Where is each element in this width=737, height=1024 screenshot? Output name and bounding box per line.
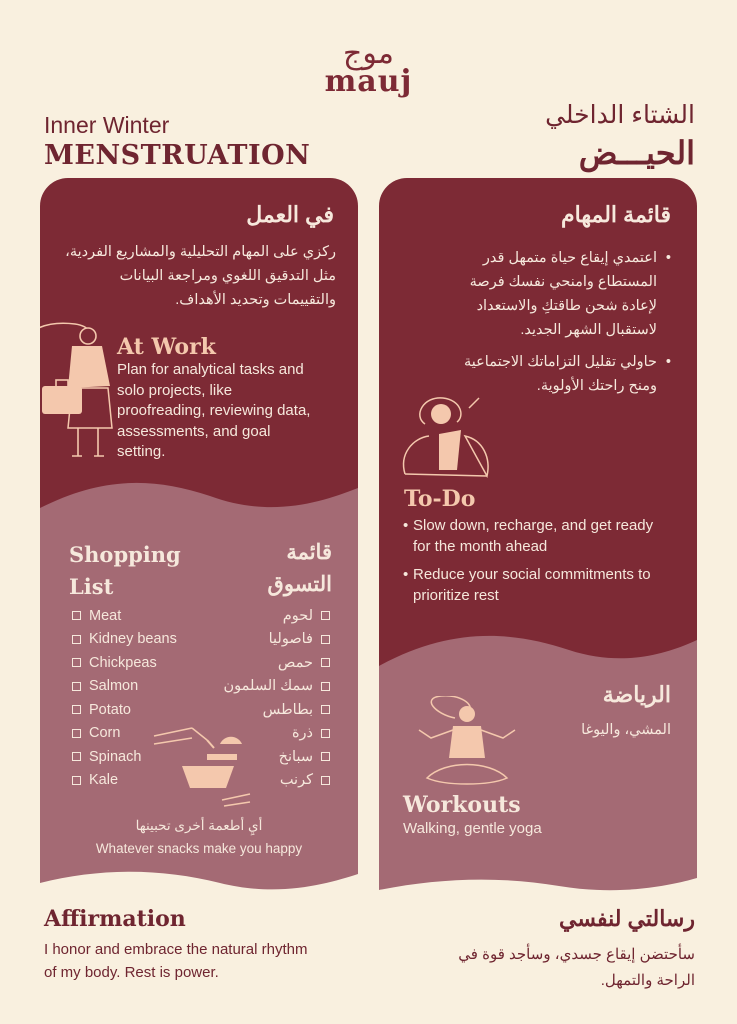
checkbox-icon[interactable] <box>72 611 81 620</box>
todo-heading-en: To-Do <box>404 486 476 512</box>
work-heading-ar: في العمل <box>246 202 334 227</box>
checkbox-icon[interactable] <box>321 776 330 785</box>
affirmation-heading-en: Affirmation <box>44 906 186 932</box>
list-item[interactable]: سمك السلمون <box>190 675 330 699</box>
workouts-body-en: Walking, gentle yoga <box>403 820 542 837</box>
shopping-heading-ar-2: التسوق <box>267 573 332 596</box>
workouts-heading-en: Workouts <box>403 792 521 818</box>
todo-heading-ar: قائمة المهام <box>561 202 671 227</box>
list-item[interactable]: لحوم <box>190 604 330 628</box>
page-subtitle-en: MENSTRUATION <box>44 140 311 171</box>
woman-briefcase-icon <box>40 316 120 466</box>
right-card <box>379 178 697 898</box>
work-heading-en: At Work <box>117 334 216 360</box>
page-subtitle-ar: الحيـــض <box>578 135 695 171</box>
checkbox-icon[interactable] <box>321 752 330 761</box>
checkbox-icon[interactable] <box>321 658 330 667</box>
list-item[interactable]: Meat <box>72 604 222 628</box>
shopping-heading-en-2: List <box>69 574 114 599</box>
logo-english: mauj <box>324 64 413 99</box>
shopping-heading-en-1: Shopping <box>69 542 181 567</box>
affirmation-body-ar: سأحتضن إيقاع جسدي، وسأجد قوة في الراحة والتمهل. <box>458 946 695 989</box>
left-card <box>40 178 358 898</box>
list-item[interactable]: Salmon <box>72 675 222 699</box>
checkbox-icon[interactable] <box>321 682 330 691</box>
list-item[interactable]: Corn <box>72 722 222 746</box>
list-item[interactable]: سبانخ <box>190 745 330 769</box>
checkbox-icon[interactable] <box>72 705 81 714</box>
page-title-ar: الشتاء الداخلي <box>545 101 695 129</box>
list-item[interactable]: Spinach <box>72 745 222 769</box>
shopping-note-ar: أيِ أطعمة أخرى تحبينها <box>135 818 263 833</box>
hands-bowl-icon <box>152 718 252 808</box>
page-title-en: Inner Winter <box>44 112 170 138</box>
workouts-heading-ar: الرياضة <box>602 682 671 707</box>
checkbox-icon[interactable] <box>72 752 81 761</box>
list-item[interactable]: فاصوليا <box>190 628 330 652</box>
workouts-body-ar: المشي، واليوغا <box>581 722 671 738</box>
checkbox-icon[interactable] <box>321 705 330 714</box>
checkbox-icon[interactable] <box>72 729 81 738</box>
list-item[interactable]: Kidney beans <box>72 628 222 652</box>
list-item: • حاولي تقليل التزاماتك الاجتماعية ومنح راحتك الأولوية. <box>435 350 671 398</box>
checkbox-icon[interactable] <box>72 658 81 667</box>
checkbox-icon[interactable] <box>321 729 330 738</box>
todo-list-en <box>403 516 663 614</box>
woman-yoga-icon <box>415 696 519 788</box>
woman-writing-icon <box>399 394 495 480</box>
checkbox-icon[interactable] <box>321 611 330 620</box>
shopping-note-en: Whatever snacks make you happy <box>95 841 303 856</box>
list-item[interactable]: ذرة <box>190 722 330 746</box>
list-item[interactable]: حمص <box>190 651 330 675</box>
list-item[interactable]: كرنب <box>190 769 330 793</box>
list-item[interactable]: Potato <box>72 698 222 722</box>
shopping-heading-ar-1: قائمة <box>286 541 332 564</box>
work-body-ar: ركزي على المهام التحليلية والمشاريع الفردية، مثل التدقيق اللغوي ومراجعة البيانات والتقييمات وتحديد الأهداف. <box>65 244 336 308</box>
checkbox-icon[interactable] <box>72 635 81 644</box>
checkbox-icon[interactable] <box>72 776 81 785</box>
list-item: • Reduce your social commitments to prioritize rest <box>403 565 663 606</box>
checkbox-icon[interactable] <box>72 682 81 691</box>
affirmation-body-en: I honor and embrace the natural rhythm of my body. Rest is power. <box>44 941 308 981</box>
todo-list-ar <box>435 246 671 406</box>
work-body-en: Plan for analytical tasks and solo projects, like proofreading, reviewing data, assessments, and goal setting. <box>117 361 311 460</box>
list-item[interactable]: بطاطس <box>190 698 330 722</box>
list-item: • Slow down, recharge, and get ready for the month ahead <box>403 516 663 557</box>
list-item[interactable]: Kale <box>72 769 222 793</box>
checkbox-icon[interactable] <box>321 635 330 644</box>
list-item[interactable]: Chickpeas <box>72 651 222 675</box>
list-item: • اعتمدي إيقاع حياة متمهل قدر المستطاع وامنحي نفسك فرصة لإعادة شحن طاقتكِ والاستعداد لاستقبال الشهر الجديد. <box>435 246 671 342</box>
logo-arabic: موج <box>343 36 394 71</box>
affirmation-heading-ar: رسالتي لنفسي <box>559 906 695 931</box>
